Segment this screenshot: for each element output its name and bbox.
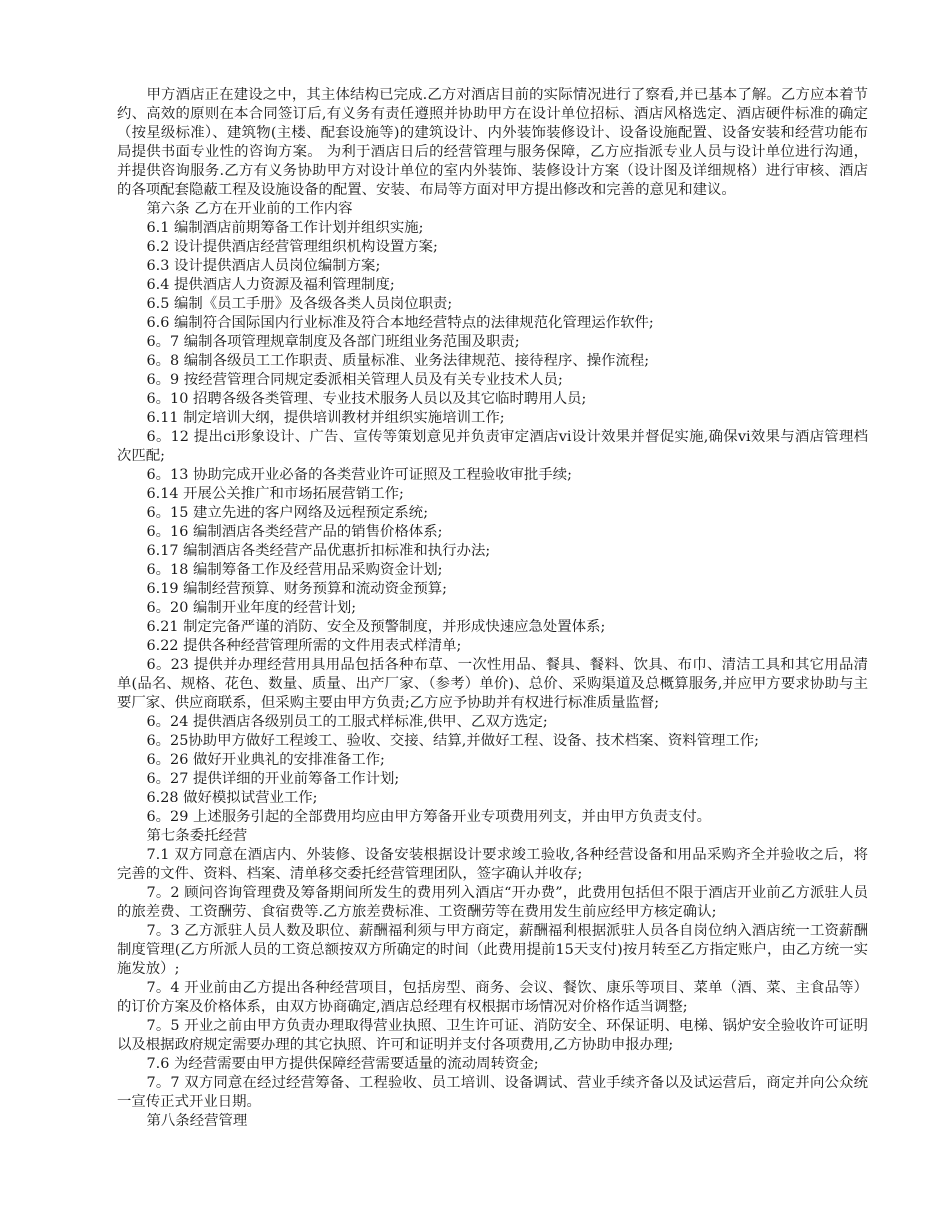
paragraph: 6.3 设计提供酒店人员岗位编制方案; <box>146 258 381 274</box>
section-heading: 第八条经营管理 <box>146 1113 248 1129</box>
paragraph: 7.6 为经营需要由甲方提供保障经营需要适量的流动周转资金; <box>146 1056 539 1072</box>
paragraph: 6.6 编制符合国际国内行业标准及符合本地经营特点的法律规范化管理运作软件; <box>146 315 654 331</box>
paragraph: 6。26 做好开业典礼的安排准备工作; <box>146 752 385 768</box>
paragraph: 6。7 编制各项管理规章制度及各部门班组业务范围及职责; <box>146 334 520 350</box>
paragraph: 7。5 开业之前由甲方负责办理取得营业执照、卫生许可证、消防安全、环保证明、电梯、锅炉安全验收许可证明以及根据政府规定需要办理的其它执照、许可和证明并支付各项费用,乙方协助申报办理; <box>117 1018 868 1053</box>
paragraph: 6.4 提供酒店人力资源及福利管理制度; <box>146 277 395 293</box>
paragraph: 6.28 做好模拟试营业工作; <box>146 790 318 806</box>
paragraph: 6。23 提供并办理经营用具用品包括各种布草、一次性用品、餐具、餐料、饮具、布巾、清洁工具和其它用品清单(品名、规格、花色、数量、质量、出产厂家、（参考）单价)、总价、采购渠道及总概算服务,并应甲方要求协助与主要厂家、供应商联系，但采购主要由甲方负责;乙方应予协助并有权进行标准质量监督; <box>117 657 868 711</box>
paragraph: 6。12 提出ci形象设计、广告、宣传等策划意见并负责审定酒店vi设计效果并督促实施,确保vi效果与酒店管理档次匹配; <box>117 429 868 464</box>
paragraph: 6。27 提供详细的开业前筹备工作计划; <box>146 771 400 787</box>
paragraph: 6.17 编制酒店各类经营产品优惠折扣标准和执行办法; <box>146 543 491 559</box>
paragraph: 6。25协助甲方做好工程竣工、验收、交接、结算,并做好工程、设备、技术档案、资料管理工作; <box>146 733 760 749</box>
paragraph: 7。4 开业前由乙方提出各种经营项目，包括房型、商务、会议、餐饮、康乐等项目、菜单（酒、菜、主食品等）的订价方案及价格体系，由双方协商确定,酒店总经理有权根据市场情况对价格作适当调整; <box>117 980 868 1015</box>
paragraph: 7.1 双方同意在酒店内、外装修、设备安装根据设计要求竣工验收,各种经营设备和用品采购齐全并验收之后，将完善的文件、资料、档案、清单移交委托经营管理团队，签字确认并收存; <box>117 847 868 882</box>
paragraph: 6。16 编制酒店各类经营产品的销售价格体系; <box>146 524 443 540</box>
paragraph: 6。20 编制开业年度的经营计划; <box>146 600 357 616</box>
section-heading: 第六条 乙方在开业前的工作内容 <box>146 201 353 217</box>
paragraph: 6.21 制定完备严谨的消防、安全及预警制度，并形成快速应急处置体系; <box>146 619 606 635</box>
paragraph: 6.2 设计提供酒店经营管理组织机构设置方案; <box>146 239 438 255</box>
paragraph: 6.22 提供各种经营管理所需的文件用表式样清单; <box>146 638 462 654</box>
paragraph: 6。15 建立先进的客户网络及远程预定系统; <box>146 505 429 521</box>
paragraph: 6。8 编制各级员工工作职责、质量标准、业务法律规范、接待程序、操作流程; <box>146 353 650 369</box>
paragraph: 6.11 制定培训大纲，提供培训教材并组织实施培训工作; <box>146 410 505 426</box>
paragraph: 6.1 编制酒店前期筹备工作计划并组织实施; <box>146 220 424 236</box>
paragraph: 6。29 上述服务引起的全部费用均应由甲方筹备开业专项费用列支，并由甲方负责支付。 <box>146 809 712 825</box>
paragraph: 6.14 开展公关推广和市场拓展营销工作; <box>146 486 404 502</box>
paragraph: 6。24 提供酒店各级别员工的工服式样标准,供甲、乙双方选定; <box>146 714 548 730</box>
paragraph: 7。7 双方同意在经过经营筹备、工程验收、员工培训、设备调试、营业手续齐备以及试运营后，商定并向公众统一宣传正式开业日期。 <box>117 1075 868 1110</box>
paragraph: 7。3 乙方派驻人员人数及职位、薪酬福利须与甲方商定，薪酬福利根据派驻人员各自岗位纳入酒店统一工资薪酬制度管理(乙方所派人员的工资总额按双方所确定的时间（此费用提前15天支付)按月转至乙方指定账户，由乙方统一实施发放）; <box>117 923 868 977</box>
paragraph: 6。13 协助完成开业必备的各类营业许可证照及工程验收审批手续; <box>146 467 572 483</box>
section-heading: 第七条委托经营 <box>146 828 248 844</box>
paragraph: 甲方酒店正在建设之中，其主体结构已完成.乙方对酒店目前的实际情况进行了察看,并已基本了解。乙方应本着节约、高效的原则在本合同签订后,有义务有责任遵照并协助甲方在设计单位招标、酒店风格选定、酒店硬件标准的确定（按星级标准）、建筑物(主楼、配套设施等)的建筑设计、内外装饰装修设计、设备设施配置、设备安装和经营功能布局提供书面专业性的咨询方案。 为利于酒店日后的经营管理与服务保障，乙方应指派专业人员与设计单位进行沟通，并提供咨询服务.乙方有义务协助甲方对设计单位的室内外装饰、装修设计方案（设计图及详细规格）进行审核、酒店的各项配套隐蔽工程及设施设备的配置、安装、布局等方面对甲方提出修改和完善的意见和建议。 <box>117 87 868 198</box>
paragraph: 6.5 编制《员工手册》及各级各类人员岗位职责; <box>146 296 453 312</box>
paragraph: 7。2 顾问咨询管理费及筹备期间所发生的费用列入酒店“开办费”，此费用包括但不限于酒店开业前乙方派驻人员的旅差费、工资酬劳、食宿费等.乙方旅差费标准、工资酬劳等在费用发生前应经甲方核定确认; <box>117 885 868 920</box>
paragraph: 6。9 按经营管理合同规定委派相关管理人员及有关专业技术人员; <box>146 372 563 388</box>
paragraph: 6。18 编制筹备工作及经营用品采购资金计划; <box>146 562 443 578</box>
paragraph: 6.19 编制经营预算、财务预算和流动资金预算; <box>146 581 448 597</box>
paragraph: 6。10 招聘各级各类管理、专业技术服务人员以及其它临时聘用人员; <box>146 391 587 407</box>
